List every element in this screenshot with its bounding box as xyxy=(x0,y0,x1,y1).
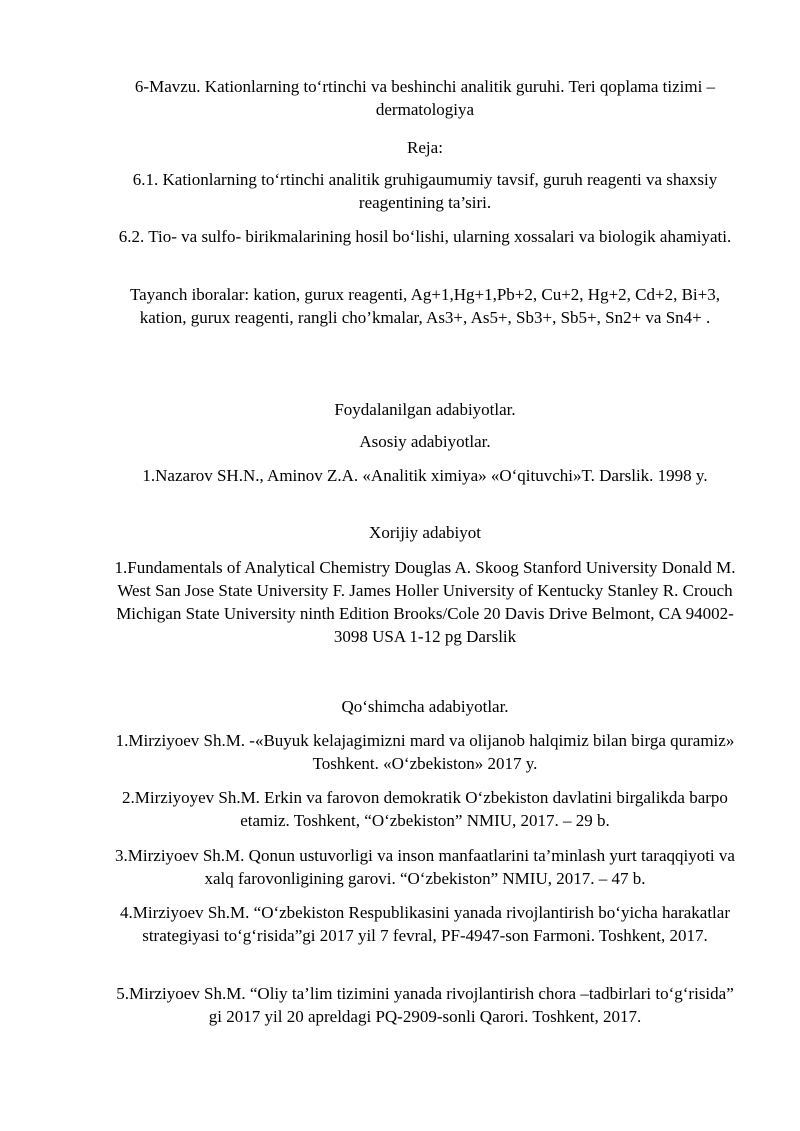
plan-item-1: 6.1. Kationlarning to‘rtinchi analitik gruhigaumumiy tavsif, guruh reagenti va shaxsiy reagentining ta’siri. xyxy=(132,170,718,212)
additional-literature-item-5: 5.Mirziyoev Sh.M. “Oliy ta’lim tizimini yanada rivojlantirish chora –tadbirlari to‘g‘risida” gi 2017 yil 20 apreldagi PQ-2909-sonli Qarori. Toshkent, 2017. xyxy=(116,984,734,1026)
plan-item-2: 6.2. Tio- va sulfo- birikmalarining hosil bo‘lishi, ularning xossalari va biologik ahamiyati. xyxy=(118,227,732,246)
additional-literature-heading: Qo‘shimcha adabiyotlar. xyxy=(341,697,509,716)
document-title: 6-Mavzu. Kationlarning to‘rtinchi va beshinchi analitik guruhi. Teri qoplama tizimi – dermatologiya xyxy=(134,77,716,119)
foreign-literature-item-1: 1.Fundamentals of Analytical Chemistry Douglas A. Skoog Stanford University Donald M. West San Jose State University F. James Holler University of Kentucky Stanley R. Crouch Michigan State University ninth Edition Brooks/Cole 20 Davis Drive Belmont, CA 94002-3098 USA 1-12 pg Darslik xyxy=(114,558,736,646)
additional-literature-item-2: 2.Mirziyoyev Sh.M. Erkin va farovon demokratik O‘zbekiston davlatini birgalikda barpo etamiz. Toshkent, “O‘zbekiston” NMIU, 2017. – 29 b. xyxy=(122,788,728,830)
foreign-literature-heading: Xorijiy adabiyot xyxy=(369,523,481,542)
main-literature-item-1: 1.Nazarov SH.N., Aminov Z.A. «Analitik ximiya» «O‘qituvchi»T. Darslik. 1998 y. xyxy=(142,466,708,485)
keywords-paragraph: Tayanch iboralar: kation, gurux reagenti, Ag+1,Hg+1,Pb+2, Cu+2, Hg+2, Cd+2, Bi+3, kation, gurux reagenti, rangli cho’kmalar, As3+, As5+, Sb3+, Sb5+, Sn2+ va Sn4+ . xyxy=(129,285,720,327)
main-literature-heading: Asosiy adabiyotlar. xyxy=(359,432,491,451)
additional-literature-item-1: 1.Mirziyoev Sh.M. -«Buyuk kelajagimizni mard va olijanob halqimiz bilan birga quramiz» Toshkent. «O‘zbekiston» 2017 y. xyxy=(115,731,735,773)
plan-heading: Reja: xyxy=(407,138,443,157)
additional-literature-item-4: 4.Mirziyoev Sh.M. “O‘zbekiston Respublikasini yanada rivojlantirish bo‘yicha harakatlar strategiyasi to‘g‘risida”gi 2017 yil 7 fevral, PF-4947-son Farmoni. Toshkent, 2017. xyxy=(120,903,730,945)
additional-literature-item-3: 3.Mirziyoev Sh.M. Qonun ustuvorligi va inson manfaatlarini ta’minlash yurt taraqqiyoti va xalq farovonligining garovi. “O‘zbekiston” NMIU, 2017. – 47 b. xyxy=(115,846,735,888)
literature-heading: Foydalanilgan adabiyotlar. xyxy=(334,400,516,419)
